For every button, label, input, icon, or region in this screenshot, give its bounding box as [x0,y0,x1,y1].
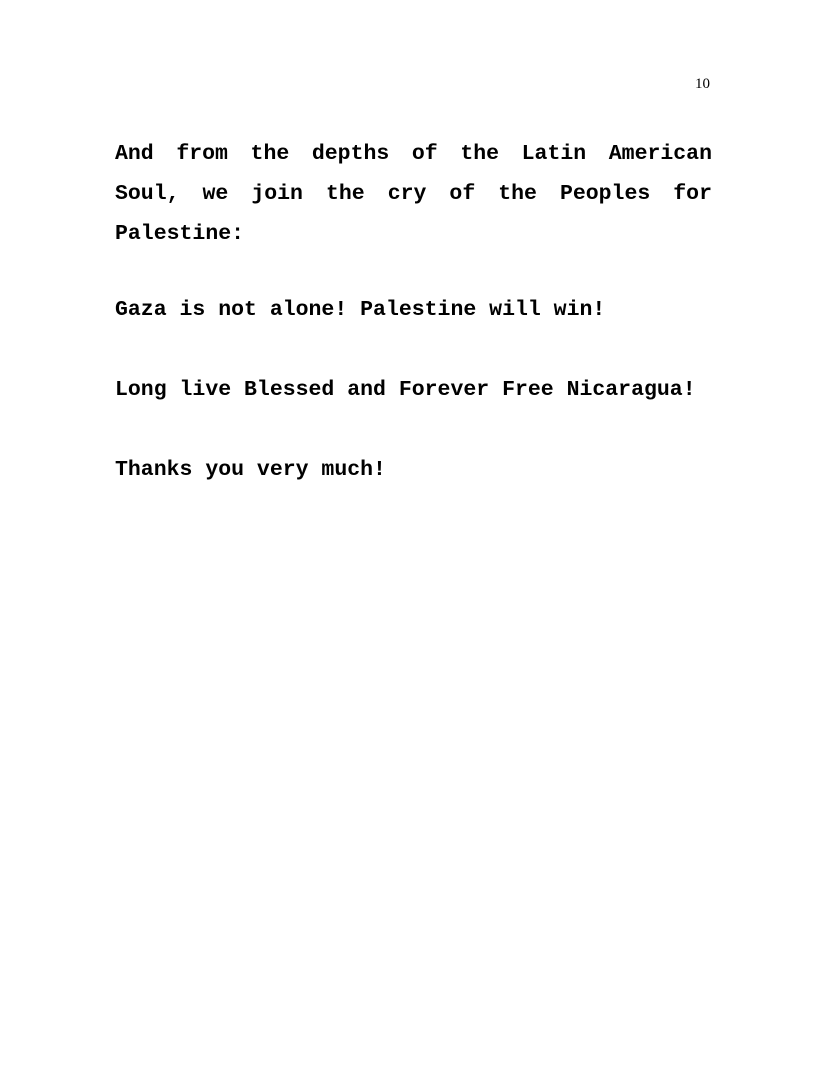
page-number: 10 [695,76,710,92]
paragraph-solidarity: And from the depths of the Latin American Soul, we join the cry of the Peoples for Palestine: [115,142,712,246]
paragraph-gaza: Gaza is not alone! Palestine will win! [115,298,606,322]
paragraph-nicaragua: Long live Blessed and Forever Free Nicaragua! [115,378,696,402]
paragraph-thanks: Thanks you very much! [115,458,386,482]
